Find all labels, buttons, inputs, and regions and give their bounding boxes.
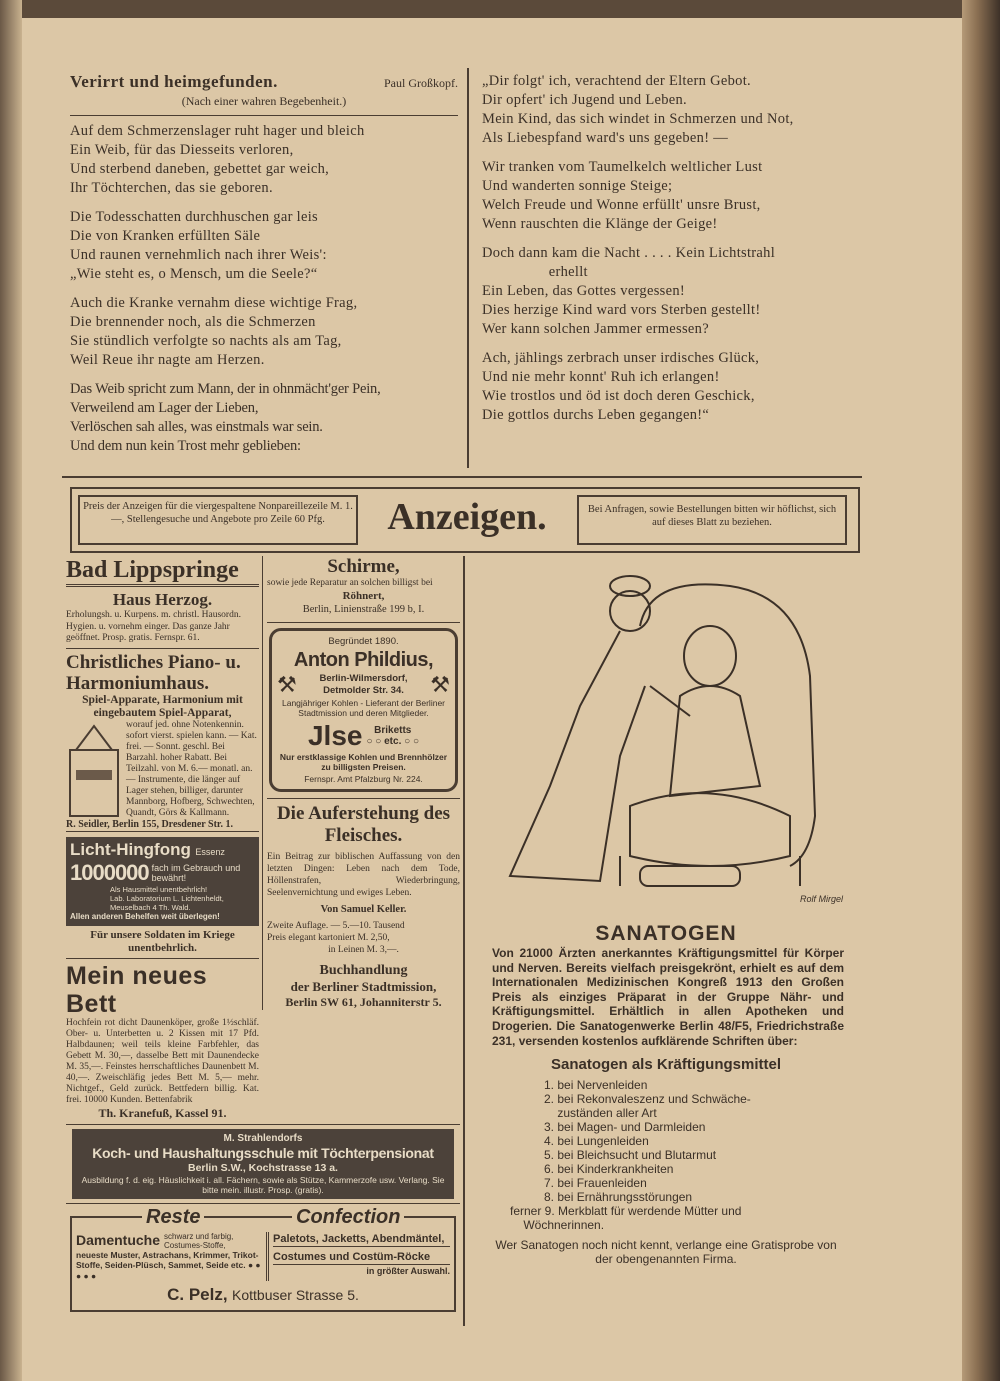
hammer-icon: ⚒: [430, 671, 450, 697]
ad-piano-text: worauf jed. ohne Notenkennin. sofort vierst. spielen kann. — Kat. frei. — Sonnt. geschl. Bei Barzahl. hoher Rabatt. Bei Teilzahl. von M. 6.— monatl. an. — Instrumente, die länger auf Lager stehen, billiger, darunter Mannborg, Hofberg, Schwechten, Quandt, Görs & Kallmann.: [126, 719, 257, 818]
stanza: Die Todesschatten durchhuschen gar leis Die von Kranken erfüllten Säle Und raunen vernehmlich nach ihrer Weis': „Wie steht es, o Mensch, um die Seele?“: [70, 209, 327, 282]
request-note: Bei Anfragen, sowie Bestellungen bitten wir höflichst, sich auf dieses Blatt zu beziehen.: [577, 495, 847, 545]
ad-buch-text: Ein Beitrag zur biblischen Auffassung von den letzten Dingen: Leben nach dem Tode, Höllenstrafen, Wiederbringung, Seelenvernichtung und ewiges Leben.: [267, 851, 460, 898]
stanza: Auch die Kranke vernahm diese wichtige Frag, Die brennender noch, als die Schmerzen Sie stündlich verfolgte so nachts als am Tag, Weil Reue ihr nagte am Herzen.: [70, 295, 358, 368]
book-binding: [962, 0, 1000, 1381]
ad-schirme-name: Röhnert,: [342, 589, 385, 602]
ad-buch-price: Preis elegant kartoniert M. 2,50,: [267, 932, 390, 943]
pelz-footer: C. Pelz,: [167, 1285, 228, 1304]
ad-schirme-addr: Berlin, Linienstraße 199 b, I.: [267, 603, 460, 623]
ad-bett-text: Hochfein rot dicht Daunenköper, große 1½schläf. Ober- u. Unterbetten u. 2 Kissen mit 17 Pfd. Halbdaunen; weil teils kleine Farbfehler, das Gebett M. 30,—, dasselbe Bett mit Daunendecke M. 35,—. Feinstes herrschaftliches Daunenbett M. 40,—. Zweischläfig jedes Bett M. 5,— mehr. Nichtgef., Geld zurück. Bettfedern billig. Kat. frei. 10000 Kunden. Bettenfabrik: [66, 1017, 259, 1105]
lichtheinz-title: Licht-Hingfong: [70, 839, 191, 859]
pelz-left: neueste Muster, Astrachans, Krimmer, Trikot-Stoffe, Seiden-Plüsch, Sammet, Seide etc. ● ● ● ● ●: [76, 1249, 261, 1281]
sanatogen-list: [470, 1078, 862, 1232]
hammer-icon: ⚒: [277, 671, 297, 697]
stanza: Doch dann kam die Nacht . . . . Kein Lichtstrahl erhellt Ein Leben, das Gottes vergessen! Dies herzige Kind ward vors Sterben gestellt! Wer kann solchen Jammer ermessen?: [482, 245, 776, 337]
phildius-slogan: Nur erstklassige Kohlen und Brennhölzer zu billigsten Preisen.: [279, 751, 448, 772]
strahlendorf-l4: Ausbildung f. d. eig. Häuslichkeit i. all. Fächern, sowie als Stütze, Kammerzofe usw. Verlang. Sie bitte mein. illustr. Prosp. (gratis).: [81, 1174, 445, 1195]
strahlendorf-l3: Berlin S.W., Kochstrasse 13 a.: [188, 1161, 338, 1174]
pelz-dt: schwarz und farbig, Costumes-Stoffe,: [164, 1231, 234, 1250]
strahlendorf-l2: Koch- und Haushaltungsschule mit Töchterpensionat: [92, 1144, 434, 1161]
pelz-r2: Costumes und Costüm-Röcke: [273, 1250, 450, 1265]
ad-piano-lead: Spiel-Apparate, Harmonium mit eingebautem Spiel-Apparat,: [82, 693, 243, 719]
pelz-r1: Paletots, Jacketts, Abendmäntel,: [273, 1232, 450, 1247]
lichtheinz-l3: Lab. Laboratorium L. Lichtenheldt, Meuselbach 4 Th. Wald.: [110, 893, 224, 912]
page-edge-left: [0, 0, 22, 1381]
ad-piano-title: Christliches Piano- u. Harmoniumhaus.: [66, 651, 241, 694]
list-item: 2. bei Rekonvaleszenz und Schwäche- zuständen aller Art: [544, 1092, 751, 1121]
stanza: Wir tranken vom Taumelkelch weltlicher Lust Und wanderten sonnige Steige; Welch Freude und Wonne erfüllt' unsre Brust, Wenn rauschten die Klänge der Geige!: [482, 159, 763, 232]
ad-buch-pub3: Berlin SW 61, Johanniterstr 5.: [285, 994, 442, 1009]
stanza: Ach, jählings zerbrach unser irdisches Glück, Und nie mehr konnt' Ruh ich erlangen! Wie trostlos und öd ist doch deren Geschick, Die gottlos durchs Leben gegangen!“: [482, 350, 760, 423]
ad-piano-footer: R. Seidler, Berlin 155, Dresdener Str. 1.: [66, 819, 259, 832]
ad-buch-author: Von Samuel Keller.: [320, 903, 407, 915]
ad-lippspringe-text: Erholungsh. u. Kurpens. m. christl. Hausordn. Hygien. u. vornehm einger. Das ganze Jahr geöffnet. Prosp. gratis. Fernspr. 61.: [66, 610, 259, 649]
phildius-etc: ○ ○ etc. ○ ○: [366, 735, 419, 747]
ad-column-1: [66, 556, 262, 1120]
ad-strahlendorf: [72, 1129, 454, 1199]
harmonium-illustration: [66, 720, 122, 818]
phildius-name: Anton Phildius,: [293, 648, 434, 671]
list-item: 3. bei Magen- und Darmleiden: [544, 1120, 706, 1135]
list-item: 1. bei Nervenleiden: [544, 1078, 648, 1093]
lichtheinz-essenz: Essenz: [195, 846, 225, 857]
list-item: 5. bei Bleichsucht und Blutarmut: [544, 1148, 717, 1163]
lichtheinz-l4: Allen anderen Behelfen weit überlegen!: [70, 911, 220, 921]
ad-buch-pub1: Buchhandlung: [319, 962, 408, 978]
ad-schirme-title: Schirme,: [327, 556, 400, 577]
nurse-patient-illustration: [470, 556, 862, 916]
ad-lichtheinz: [66, 837, 259, 926]
ad-buch-title: Die Auferstehung des Fleisches.: [276, 802, 451, 846]
stanza: Auf dem Schmerzenslager ruht hager und bleich Ein Weib, für das Diesseits verloren, Und sterbend daneben, gebettet gar weich, Ihr Töchterchen, das sie geboren.: [70, 123, 365, 196]
ad-buch-edition: Zweite Auflage. — 5.—10. Tausend: [267, 920, 405, 931]
phildius-briketts: Briketts: [374, 724, 412, 736]
lichtheinz-count: 1000000: [70, 859, 149, 885]
illustration-signature: Rolf Mirgel: [800, 894, 844, 904]
poem-title: Verirrt und heimgefunden.: [70, 72, 278, 91]
stanza: Das Weib spricht zum Mann, der in ohnmächt'ger Pein, Verweilend am Lager der Lieben, Verlöschen sah alles, was einstmals war sein. Und dem nun kein Trost mehr geblieben:: [70, 381, 381, 454]
ad-schirme-text: sowie jede Reparatur an solchen billigst bei: [267, 578, 433, 588]
ad-pelz: [70, 1205, 456, 1313]
lichtheinz-caption: Für unsere Soldaten im Kriege unentbehrlich.: [66, 929, 259, 959]
ads-left-area: [66, 556, 460, 1312]
ad-sanatogen: [470, 556, 862, 1266]
ad-bett-title: Mein neues Bett: [66, 961, 208, 1018]
sanatogen-text: Von 21000 Ärzten anerkanntes Kräftigungsmittel für Körper und Nerven. Bereits vielfach preisgekrönt, erhielt es auf dem Internationalen Medizinischen Kongreß 1913 den Großen Preis als einziges Präparat in der Gruppe Nähr- und Kräftigungsmittel. Erhältlich in allen Apotheken und Drogerien. Die Sanatogenwerke Berlin 48/F5, Friedrichstraße 231, versenden kostenlos aufklärende Schriften über:: [492, 946, 844, 1048]
pelz-damentuche: Damentuche: [76, 1232, 161, 1248]
list-item: 7. bei Frauenleiden: [544, 1176, 647, 1191]
sanatogen-subtitle: Sanatogen als Kräftigungsmittel: [550, 1056, 782, 1074]
anzeigen-heading: Anzeigen.: [387, 496, 547, 538]
phildius-founded: Begründet 1890.: [328, 635, 399, 647]
list-item: 6. bei Kinderkrankheiten: [544, 1162, 674, 1177]
lichtheinz-fach: fach im Gebrauch und bewährt!: [151, 862, 241, 883]
price-note: Preis der Anzeigen für die viergespaltene Nonpareillezeile M. 1.—, Stellengesuche und Angebote pro Zeile 60 Pfg.: [78, 495, 358, 545]
pelz-confection: Confection: [292, 1205, 404, 1229]
ad-buch-pub2: der Berliner Stadtmission,: [290, 978, 437, 994]
ad-column-2: [262, 556, 460, 1010]
poem-subtitle: (Nach einer wahren Begebenheit.): [181, 94, 347, 108]
poem-author: Paul Großkopf.: [384, 76, 458, 90]
pelz-addr: Kottbuser Strasse 5.: [232, 1287, 359, 1303]
ad-phildius: [269, 628, 458, 792]
poem-right: [482, 72, 862, 435]
phildius-desc: Langjähriger Kohlen - Lieferant der Berliner Stadtmission und deren Mitglieder.: [281, 697, 445, 718]
phildius-brand: Jlse: [307, 719, 363, 751]
phildius-street: Detmolder Str. 34.: [323, 684, 404, 696]
ad-buch-price2: in Leinen M. 3,—.: [328, 944, 399, 955]
stanza: „Dir folgt' ich, verachtend der Eltern Gebot. Dir opfert' ich Jugend und Leben. Mein Kind, das sich windet in Schmerzen und Not, Als Liebespfand ward's uns gegeben! —: [482, 73, 794, 146]
anzeigen-header: [70, 487, 860, 553]
list-item: ferner 9. Merkblatt für werdende Mütter und Wöchnerinnen.: [510, 1204, 742, 1233]
sanatogen-title: SANATOGEN: [595, 922, 737, 945]
sanatogen-footer: Wer Sanatogen noch nicht kennt, verlange eine Gratisprobe von der obengenannten Firma.: [495, 1238, 837, 1267]
ad-lippspringe-title: Bad Lippspringe: [66, 556, 259, 587]
list-item: 4. bei Lungenleiden: [544, 1134, 649, 1149]
pelz-reste: Reste: [142, 1205, 204, 1229]
ad-bett-footer: Th. Kranefuß, Kassel 91.: [98, 1105, 227, 1120]
lichtheinz-l2: Als Hausmittel unentbehrlich!: [110, 884, 208, 894]
phildius-loc: Berlin-Wilmersdorf,: [319, 672, 408, 684]
pelz-r3: in größter Auswahl.: [366, 1265, 450, 1276]
strahlendorf-l1: M. Strahlendorfs: [223, 1132, 303, 1144]
list-item: 8. bei Ernährungsstörungen: [544, 1190, 693, 1205]
ad-lippspringe-name: Haus Herzog.: [112, 590, 213, 609]
poem-left: [70, 72, 458, 466]
phildius-phone: Fernspr. Amt Pfalzburg Nr. 224.: [304, 773, 423, 784]
